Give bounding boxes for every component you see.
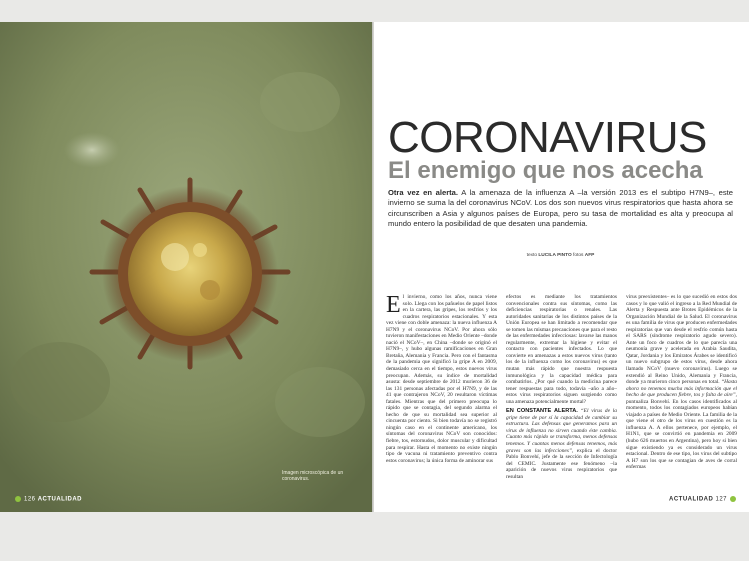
subheadline: El enemigo que nos acecha — [388, 157, 703, 184]
byline-author: LUCILA PINTO — [538, 253, 572, 258]
lead-label: Otra vez en alerta. — [388, 188, 459, 197]
article-column-2 — [506, 294, 617, 492]
byline-photo-prefix: fotos — [573, 253, 584, 258]
byline-photo-credit: AFP — [584, 253, 595, 258]
folio-right — [669, 496, 739, 503]
article-body — [386, 294, 738, 492]
headline: CORONAVIRUS — [388, 113, 707, 162]
folio-number-left: 126 — [24, 496, 36, 503]
column-3-text-b: puntualiza Bonvehí. En los casos identificados al momento, todos los contagiados europeos habían viajado a países de Medio Oriente. La familia de la que viene el otro de los virus en cuestión es la influenza A. A ellos pertenece, por ejemplo, el H1N1, que se convirtió en pandemia en 2009 (hubo 626 muertos en Argentina), pero hoy si bien sigue existiendo ya es considerado un virus estacional. Dentro de ese tipo, los virus del subtipo A H7 son los que se contagian de aves de corral enfermas — [626, 398, 737, 471]
dropcap: E — [386, 294, 401, 318]
section-subtitle: EN CONSTANTE ALERTA. — [506, 408, 578, 415]
coronavirus-micrograph-image — [0, 22, 374, 512]
folio-section-left: ACTUALIDAD — [37, 496, 83, 503]
article-column-3 — [626, 294, 737, 492]
column-2-text-a: efectos es mediante los tratamientos convencionales contra sus síntomas, como las deficiencias respiratorias o renales. Las autoridades sanitarias de los distintos países de la Unión Europea se han limitado a recomendar que se tomen las mismas precauciones que para el resto de las enfermedades infecciosas: lavarse las manos regularmente, extremar la higiene y evitar el contacto con pacientes infectados. Lo que convierte en amenazas a estos nuevos virus (tanto los de la influenza como los coronavirus) es que mutan más rápido que nuestra respuesta inmunológica y la capacidad médica para combatirlos. ¿Por qué cuando la medicina parece tener respuestas para todo, todavía –año a año– estos virus respiratorios siguen surgiendo como una amenaza potencialmente mortal? — [506, 294, 617, 405]
column-3-text-a: virus preexistentes– es lo que sucedió en estos dos casos y lo que valió el ingreso a la Red Mundial de Alerta y Respuesta ante Brotes Epidémicos de la Organización Mundial de la Salud. El coronavirus es una familia de virus que producen enfermedades respiratorias que van desde el resfrío común hasta el SARS (síndrome respiratorio agudo severo). Ante un foco de cuadros de lo que parecía una neumonía grave y acelerada en Arabia Saudita, Qatar, Jordania y los Emiratos Árabes se identificó un nuevo subgrupo de estos virus, desde ahora llamado NCoV (nuevo coronavirus). Luego se extendió al Reino Unido, Alemania y Francia, donde ya murieron cinco personas en total. — [626, 294, 737, 386]
folio-section-right: ACTUALIDAD — [668, 496, 714, 503]
folio-dot-icon — [15, 496, 21, 502]
right-page — [374, 22, 749, 512]
folio-dot-icon — [730, 496, 736, 502]
byline — [388, 253, 733, 258]
column-2-text-b: explica el doctor Pablo Bonvehí, jefe de la sección de Infectología del CEMIC. Justamente ese fenómeno –la aparición de nuevos virus respiratorios que resultan — [506, 447, 617, 480]
column-3-quote: “Hasta ahora no tenemos mucha más información que el hecho de que producen fiebre, tos y falta de aire”, — [626, 379, 737, 399]
lead-text: A la amenaza de la influenza A –la versión 2013 es el subtipo H7N9–, este invierno se suma la del coronavirus NCoV. Los dos son nuevos virus respiratorios que hasta ahora se circunscriben a Asia y algunos países de Europa, pero su tasa de mortalidad es alta y preocupa al mundo entero la posibilidad de que desaten una pandemia. — [388, 188, 733, 229]
left-page — [0, 22, 374, 512]
article-column-1 — [386, 294, 497, 492]
magazine-spread — [0, 22, 749, 512]
column-2-quote: “El virus de la gripe tiene de por sí la capacidad de cambiar su estructura. Las defensas que generamos para un virus de influenza no sirven cuando éste cambia. Cuanto más rápido se transforma, menos defensas tenemos. Y cuantas menos defensas tenemos, más graves son las infecciones”, — [506, 408, 617, 454]
column-1-text: l invierno, como los años, nunca viene solo. Llega con los pañuelos de papel listos en la cartera, las gripes, los resfríos y los cuadros respiratorios estacionales. Y esta vez viene con doble amenaza: la nueva influenza A H7N9 y el coronavirus NCoV. Por ahora sólo tuvieron manifestaciones en Medio Oriente –donde nació el NCoV–, en China –donde se originó el H7N9–, y hubo algunas ramificaciones en Gran Bretaña, Alemania y Francia. Pero con el fantasma de la pandemia que significó la gripe A en 2009, demasiado cerca en el tiempo, estos nuevos virus preocupan. Además, su índice de mortalidad asusta: desde septiembre de 2012 murieron 36 de las 131 personas afectadas por el H7N9, y de las 41 que contrajeron NCoV, 20 resultaron víctimas fatales. Mientras que del primero preocupa lo rápido que se contagia, del segundo alarma el hecho de que su mortalidad sea superior al cincuenta por ciento. Si bien todavía no se registró ningún caso en el continente americano, los síntomas del coronavirus NCoV son conocidos: fiebre, tos, estornudos, dolor muscular y dificultad para respirar. Hasta el momento no existe ningún tipo de vacuna ni tratamiento preventivo contra estos coronavirus; la única forma de aminorar sus — [386, 294, 497, 464]
folio-left — [12, 496, 82, 503]
folio-number-right: 127 — [715, 496, 727, 503]
lead-paragraph — [388, 188, 733, 230]
photo-caption: Imagen microscópica de un coronavirus. — [282, 470, 344, 482]
byline-prefix: texto — [526, 253, 538, 258]
